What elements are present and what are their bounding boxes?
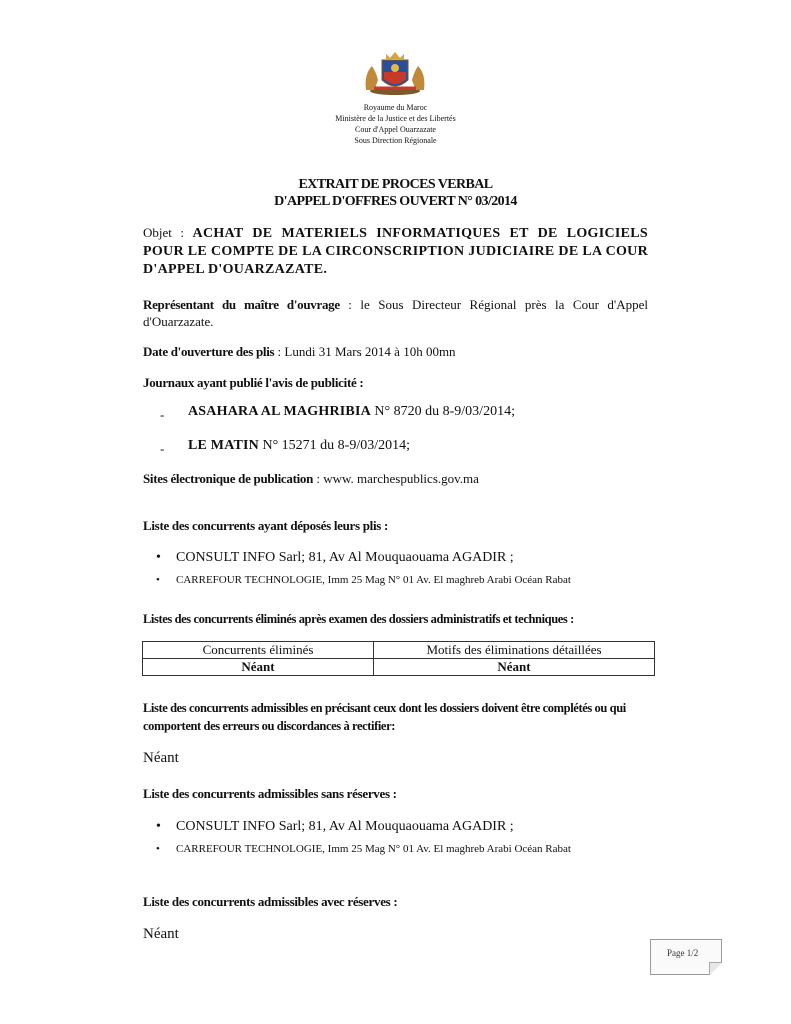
representant-label: Représentant du maître d'ouvrage — [143, 297, 340, 312]
list-item-text: CARREFOUR TECHNOLOGIE, Imm 25 Mag N° 01 Av. El maghreb Arabi Océan Rabat — [176, 574, 571, 586]
elimines-label: Listes des concurrents éliminés après examen des dossiers administratifs et techniques : — [143, 612, 574, 626]
table-cell: Néant — [143, 659, 374, 676]
sans-reserves-list — [143, 818, 648, 857]
objet-paragraph — [143, 224, 648, 279]
sites-text: : www. marchespublics.gov.ma — [313, 471, 479, 486]
title-line-1: EXTRAIT DE PROCES VERBAL — [298, 177, 493, 192]
table-header-row — [143, 642, 655, 659]
date-ouverture-paragraph — [143, 344, 648, 360]
elimines-table — [142, 641, 655, 676]
list-item — [143, 818, 648, 836]
header-line-direction: Sous Direction Régionale — [354, 136, 437, 145]
bullet-icon: • — [156, 843, 160, 855]
objet-label: Objet : — [143, 225, 193, 240]
institution-header — [0, 102, 791, 146]
admissibles-rectifier-label: Liste des concurrents admissibles en précisant ceux dont les dossiers doivent être complétés ou qui comportent des erreurs ou discordances à rectifier: — [143, 701, 626, 733]
journal-dash-2: - — [160, 441, 165, 456]
journal-detail-1: N° 8720 du 8-9/03/2014; — [370, 404, 515, 419]
journal-detail-2: N° 15271 du 8-9/03/2014; — [258, 438, 411, 453]
list-item-text: CARREFOUR TECHNOLOGIE, Imm 25 Mag N° 01 Av. El maghreb Arabi Océan Rabat — [176, 843, 571, 855]
representant-text: : le Sous Directeur Régional près la Cour d'Appel d'Ouarzazate. — [143, 297, 648, 329]
list-item — [143, 841, 648, 857]
objet-text: ACHAT DE MATERIELS INFORMATIQUES ET DE LOGICIELS POUR LE COMPTE DE LA CIRCONSCRIPTION JUDICIAIRE DE LA COUR D'APPEL D'OUARZAZATE. — [143, 226, 648, 277]
coat-of-arms-emblem — [360, 50, 430, 96]
title-line-2: D'APPEL D'OFFRES OUVERT N° 03/2014 — [274, 194, 517, 209]
avec-reserves-value: Néant — [143, 926, 179, 942]
journal-dash-1: - — [160, 407, 165, 422]
bullet-icon: • — [156, 550, 161, 565]
document-title — [0, 176, 791, 210]
concurrents-deposes-label: Liste des concurrents ayant déposés leurs plis : — [143, 518, 389, 533]
list-item-text: CONSULT INFO Sarl; 81, Av Al Mouquaouama AGADIR ; — [176, 819, 514, 834]
representant-paragraph — [143, 296, 648, 330]
journal-name-1: ASAHARA AL MAGHRIBIA — [188, 404, 371, 419]
date-ouverture-text: : Lundi 31 Mars 2014 à 10h 00mn — [274, 344, 456, 359]
journal-item-2 — [188, 438, 410, 454]
header-line-court: Cour d'Appel Ouarzazate — [355, 125, 436, 134]
table-cell: Néant — [374, 659, 655, 676]
sites-paragraph — [143, 471, 648, 487]
bullet-icon: • — [156, 574, 160, 586]
concurrents-deposes-list — [143, 549, 648, 588]
table-row — [143, 659, 655, 676]
list-item — [143, 572, 648, 588]
page-number: Page 1/2 — [667, 948, 699, 958]
journaux-label: Journaux ayant publié l'avis de publicité : — [143, 375, 364, 390]
table-header-cell: Concurrents éliminés — [143, 642, 374, 659]
sans-reserves-label: Liste des concurrents admissibles sans réserves : — [143, 786, 397, 801]
sites-label: Sites électronique de publication — [143, 471, 314, 486]
bullet-icon: • — [156, 819, 161, 834]
list-item-text: CONSULT INFO Sarl; 81, Av Al Mouquaouama AGADIR ; — [176, 550, 514, 565]
admissibles-rectifier-value: Néant — [143, 750, 179, 766]
journal-name-2: LE MATIN — [188, 438, 259, 453]
date-ouverture-label: Date d'ouverture des plis — [143, 344, 275, 359]
page-fold-icon — [709, 962, 722, 975]
header-line-ministry: Ministère de la Justice et des Libertés — [335, 114, 456, 123]
list-item — [143, 549, 648, 567]
table-header-cell: Motifs des éliminations détaillées — [374, 642, 655, 659]
header-line-kingdom: Royaume du Maroc — [363, 103, 428, 112]
page-number-box — [650, 939, 722, 975]
journal-item-1 — [188, 404, 515, 420]
avec-reserves-label: Liste des concurrents admissibles avec réserves : — [143, 894, 398, 909]
